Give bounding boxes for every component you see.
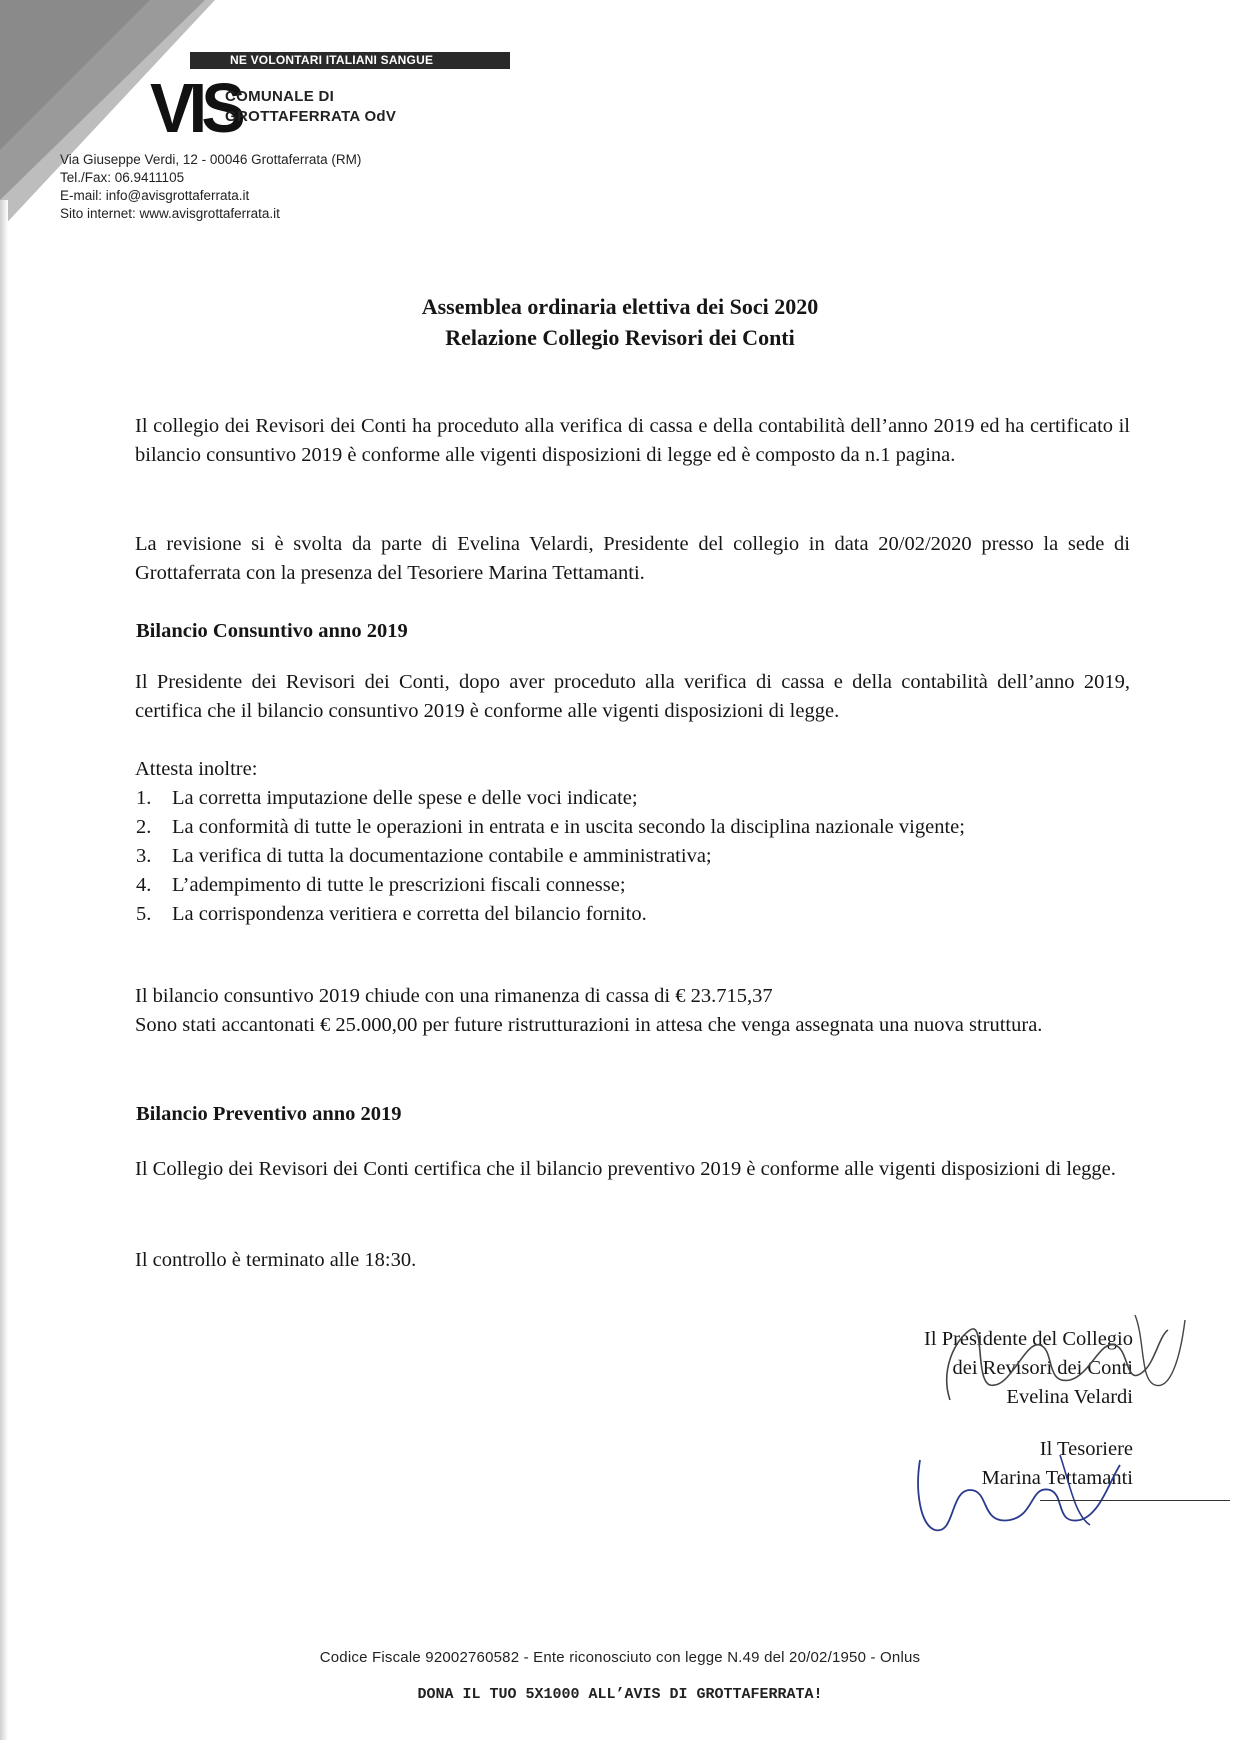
list-item bbox=[136, 842, 1131, 871]
accantonati-paragraph: Sono stati accantonati € 25.000,00 per future ristrutturazioni in attesa che venga assegnata una nuova struttura. bbox=[135, 1014, 1043, 1036]
list-item-number: 3. bbox=[136, 845, 152, 867]
preventivo-paragraph: Il Collegio dei Revisori dei Conti certifica che il bilancio preventivo 2019 è conforme alle vigenti disposizioni di legge. bbox=[135, 1158, 1116, 1180]
list-item bbox=[136, 900, 1131, 929]
list-item-number: 5. bbox=[136, 903, 152, 925]
president-name: Evelina Velardi bbox=[1006, 1386, 1133, 1408]
list-item-number: 2. bbox=[136, 816, 152, 838]
signature-line bbox=[1040, 1500, 1230, 1501]
list-item-text: La corrispondenza veritiera e corretta del bilancio fornito. bbox=[172, 903, 647, 925]
document-subtitle: Relazione Collegio Revisori dei Conti bbox=[445, 325, 795, 350]
list-item-text: La verifica di tutta la documentazione contabile e amministrativa; bbox=[172, 845, 712, 867]
heading-consuntivo: Bilancio Consuntivo anno 2019 bbox=[136, 620, 408, 642]
avis-logo: VIS bbox=[150, 69, 241, 147]
contact-address: Via Giuseppe Verdi, 12 - 00046 Grottaferrata (RM) bbox=[60, 152, 362, 167]
heading-preventivo: Bilancio Preventivo anno 2019 bbox=[136, 1103, 402, 1125]
treasurer-name: Marina Tettamanti bbox=[981, 1467, 1133, 1489]
closing-paragraph: Il controllo è terminato alle 18:30. bbox=[135, 1249, 417, 1271]
contact-email: E-mail: info@avisgrottaferrata.it bbox=[60, 188, 250, 203]
contact-website: Sito internet: www.avisgrottaferrata.it bbox=[60, 206, 280, 221]
attesta-label: Attesta inoltre: bbox=[135, 758, 258, 780]
list-item-number: 1. bbox=[136, 787, 152, 809]
letterhead bbox=[60, 48, 480, 228]
treasurer-title: Il Tesoriere bbox=[1039, 1438, 1133, 1460]
list-item bbox=[136, 871, 1131, 900]
treasurer-handwritten-signature bbox=[900, 1430, 1160, 1550]
letterhead-name-line2: GROTTAFERRATA OdV bbox=[225, 108, 397, 125]
attesta-list bbox=[136, 784, 1131, 929]
letterhead-banner: NE VOLONTARI ITALIANI SANGUE bbox=[190, 52, 510, 69]
consuntivo-paragraph: Il Presidente dei Revisori dei Conti, dopo aver proceduto alla verifica di cassa e della contabilità dell’anno 2019, certifica che il bilancio consuntivo 2019 è conforme alle vigenti disposizioni di legge. bbox=[135, 671, 1130, 722]
list-item bbox=[136, 784, 1131, 813]
list-item-text: La conformità di tutte le operazioni in entrata e in uscita secondo la disciplina nazionale vigente; bbox=[172, 816, 965, 838]
footer-fiscal-info: Codice Fiscale 92002760582 - Ente riconosciuto con legge N.49 del 20/02/1950 - Onlus bbox=[319, 1649, 921, 1666]
list-item bbox=[136, 813, 1131, 842]
intro-paragraph-1: Il collegio dei Revisori dei Conti ha proceduto alla verifica di cassa e della contabilità dell’anno 2019 ed ha certificato il bilancio consuntivo 2019 è conforme alle vigenti disposizioni di legge ed è composto da n.1 pagina. bbox=[135, 415, 1130, 466]
contact-block bbox=[60, 151, 361, 223]
rimanenza-paragraph: Il bilancio consuntivo 2019 chiude con una rimanenza di cassa di € 23.715,37 bbox=[135, 985, 773, 1007]
contact-telfax: Tel./Fax: 06.9411105 bbox=[60, 170, 185, 185]
page-edge-shadow bbox=[0, 200, 8, 1740]
president-handwritten-signature bbox=[930, 1300, 1190, 1420]
letterhead-name-line1: COMUNALE DI bbox=[225, 88, 335, 105]
president-title-line2: dei Revisori dei Conti bbox=[952, 1357, 1133, 1379]
footer-5x1000-appeal: DONA IL TUO 5X1000 ALL’AVIS DI GROTTAFERRATA! bbox=[417, 1686, 823, 1703]
intro-paragraph-2: La revisione si è svolta da parte di Evelina Velardi, Presidente del collegio in data 20/02/2020 presso la sede di Grottaferrata con la presenza del Tesoriere Marina Tettamanti. bbox=[135, 533, 1130, 584]
list-item-text: La corretta imputazione delle spese e delle voci indicate; bbox=[172, 787, 638, 809]
list-item-text: L’adempimento di tutte le prescrizioni fiscali connesse; bbox=[172, 874, 626, 896]
list-item-number: 4. bbox=[136, 874, 152, 896]
president-title-line1: Il Presidente del Collegio bbox=[924, 1328, 1133, 1350]
document-title: Assemblea ordinaria elettiva dei Soci 2020 bbox=[421, 294, 819, 319]
